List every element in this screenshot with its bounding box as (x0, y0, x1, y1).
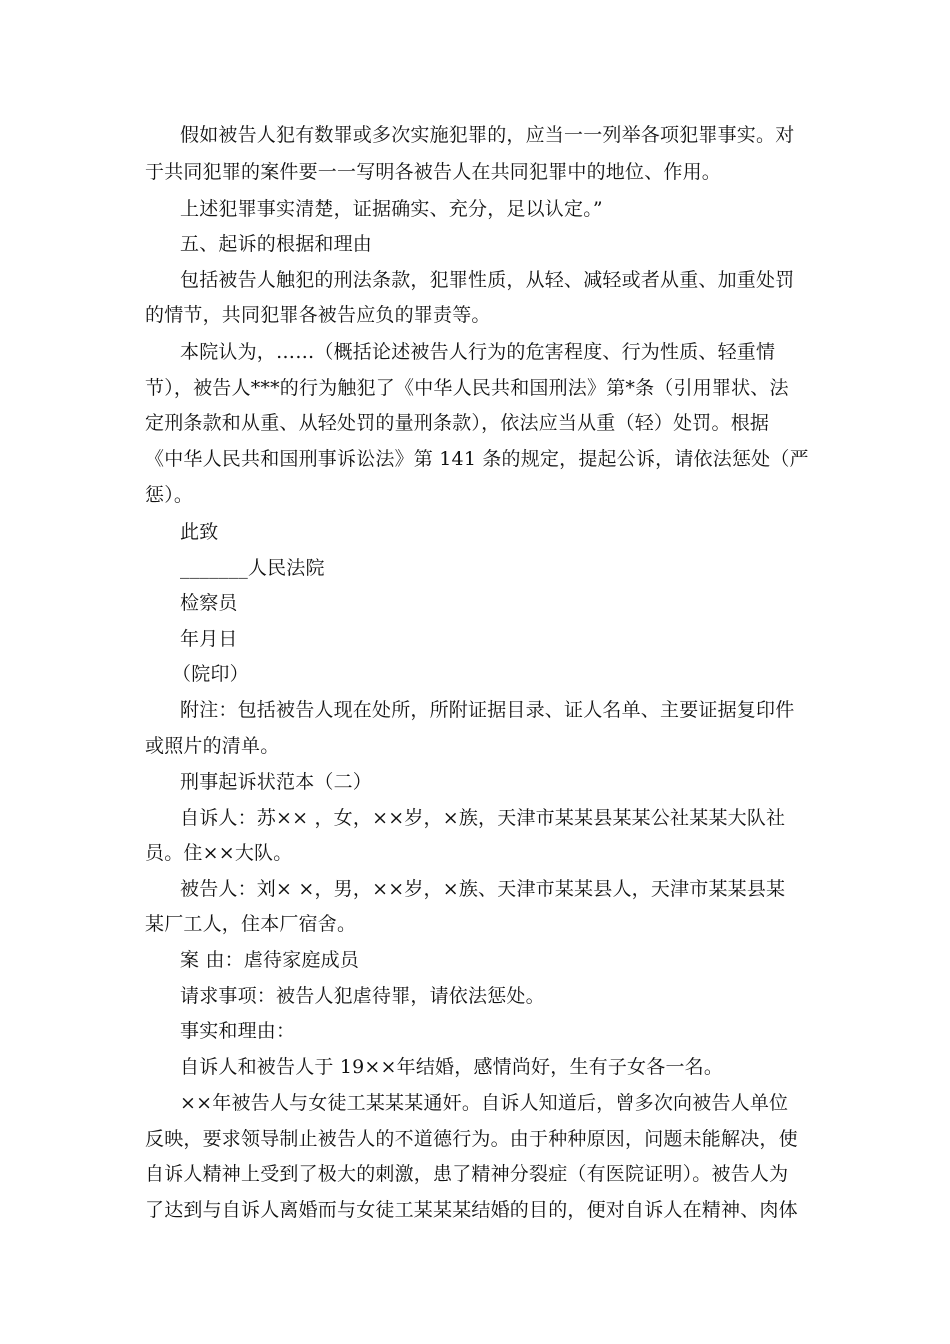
text-line: 本院认为，……（概括论述被告人行为的危害程度、行为性质、轻重情 (180, 341, 776, 363)
text-line: 附注：包括被告人现在处所，所附证据目录、证人名单、主要证据复印件 (180, 699, 795, 721)
signatory: 检察员 (180, 592, 238, 614)
text-line: 事实和理由： (180, 1020, 296, 1042)
date-line: 年月日 (180, 628, 238, 650)
text-line: 上述犯罪事实清楚，证据确实、充分，足以认定。” (180, 198, 603, 220)
text-line: ××年被告人与女徒工某某某通奸。自诉人知道后，曾多次向被告人单位 (180, 1092, 789, 1114)
court-name: _______人民法院 (180, 557, 325, 579)
text-line: 自诉人：苏×× ，女，××岁，×族，天津市某某县某某公社某某大队社 (180, 807, 786, 829)
text-line: 反映，要求领导制止被告人的不道德行为。由于种种原因，问题未能解决，使 (145, 1128, 798, 1150)
text-line: 假如被告人犯有数罪或多次实施犯罪的，应当一一列举各项犯罪事实。对 (180, 124, 795, 146)
text-line: 包括被告人触犯的刑法条款，犯罪性质，从轻、减轻或者从重、加重处罚 (180, 269, 795, 291)
text-line: 《中华人民共和国刑事诉讼法》第 141 条的规定，提起公诉，请依法惩处（严 (145, 448, 809, 470)
text-line: 员。住××大队。 (145, 842, 293, 864)
text-line: 或照片的清单。 (145, 735, 280, 757)
text-line: 自诉人和被告人于 19××年结婚，感情尚好，生有子女各一名。 (180, 1056, 724, 1078)
text-line: 案 由：虐待家庭成员 (180, 949, 360, 971)
salutation: 此致 (180, 521, 219, 543)
text-line: 了达到与自诉人离婚而与女徒工某某某结婚的目的，便对自诉人在精神、肉体 (145, 1199, 798, 1221)
text-line: 自诉人精神上受到了极大的刺激，患了精神分裂症（有医院证明）。被告人为 (145, 1163, 789, 1185)
section-heading: 五、起诉的根据和理由 (180, 233, 373, 255)
text-line: 被告人：刘× ×，男，××岁，×族、天津市某某县人，天津市某某县某 (180, 878, 786, 900)
text-line: 某厂工人，住本厂宿舍。 (145, 913, 357, 935)
text-line: 节），被告人***的行为触犯了《中华人民共和国刑法》第*条（引用罪状、法 (145, 377, 789, 399)
text-line: 惩）。 (145, 484, 194, 506)
text-line: 定刑条款和从重、从轻处罚的量刑条款），依法应当从重（轻）处罚。根据 (145, 412, 770, 434)
text-line: 的情节，共同犯罪各被告应负的罪责等。 (145, 304, 491, 326)
seal-line: （院印） (172, 663, 249, 685)
text-line: 于共同犯罪的案件要一一写明各被告人在共同犯罪中的地位、作用。 (145, 161, 722, 183)
section-heading: 刑事起诉状范本（二） (180, 771, 373, 793)
text-line: 请求事项：被告人犯虐待罪，请依法惩处。 (180, 985, 545, 1007)
